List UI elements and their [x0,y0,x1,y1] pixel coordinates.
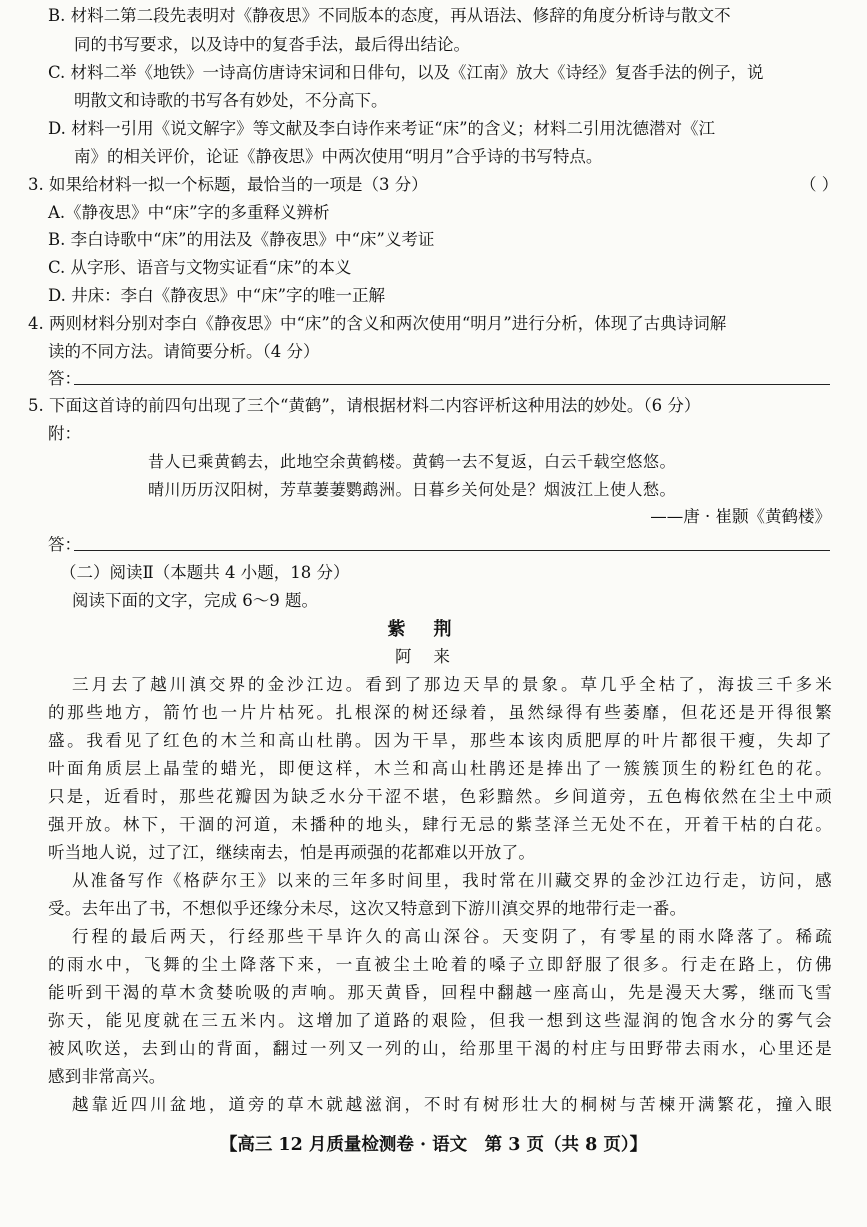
question-4-answer-line[interactable] [74,384,830,385]
paragraph-2-line: 从准备写作《格萨尔王》以来的三年多时间里，我时常在川藏交界的金沙江边行走，访问，感 [72,871,832,890]
question-3-option-a: A.《静夜思》中“床”字的多重释义辨析 [48,203,330,222]
paragraph-1-line: 盛。我看见了红色的木兰和高山杜鹃。因为干旱，那些本该肉质肥厚的叶片都很干瘦，失却了 [48,731,832,750]
paragraph-3-line: 感到非常高兴。 [48,1067,166,1086]
paragraph-1-line: 叶面角质层上晶莹的蜡光，即便这样，木兰和高山杜鹃还是捧出了一簇簇顶生的粉红色的花。 [48,759,832,778]
page-footer: 【高三 12 月质量检测卷 · 语文 第 3 页（共 8 页）】 [219,1135,648,1155]
paragraph-3-line: 的雨水中，飞舞的尘土降落下来，一直被尘土呛着的嗓子立即舒服了很多。行走在路上，仿佛 [48,955,832,974]
question-3-answer-paren[interactable]: （ ） [800,175,839,194]
question-4-answer-label: 答： [48,369,81,388]
paragraph-1-line: 强开放。林下，干涸的河道，未播种的地头，肆行无忌的紫茎泽兰无处不在，开着干枯的白花。 [48,815,832,834]
option-b-line2: 同的书写要求，以及诗中的复沓手法，最后得出结论。 [74,35,470,54]
option-c-line2: 明散文和诗歌的书写各有妙处，不分高下。 [74,91,388,110]
option-d-line1: D. 材料一引用《说文解字》等文献及李白诗作来考证“床”的含义；材料二引用沈德潜对《江 [48,119,716,138]
question-3-option-c: C. 从字形、语音与文物实证看“床”的本义 [48,258,352,277]
paragraph-3-line: 能听到干渴的草木贪婪吮吸的声响。那天黄昏，回程中翻越一座高山，先是漫天大雾，继而飞雪 [48,983,832,1002]
poem-line-2: 晴川历历汉阳树，芳草萋萋鹦鹉洲。日暮乡关何处是？烟波江上使人愁。 [148,480,677,499]
question-3-option-b: B. 李白诗歌中“床”的用法及《静夜思》中“床”义考证 [48,230,435,249]
paragraph-1-line: 三月去了越川滇交界的金沙江边。看到了那边天旱的景象。草几乎全枯了，海拔三千多米 [72,675,832,694]
question-5-stem: 5. 下面这首诗的前四句出现了三个“黄鹤”，请根据材料二内容评析这种用法的妙处。（6 分） [28,396,701,415]
question-4-stem-line2: 读的不同方法。请简要分析。（4 分） [48,342,320,361]
article-title: 紫荆 [387,619,480,640]
question-3-stem: 3. 如果给材料一拟一个标题，最恰当的一项是（3 分） [28,175,428,194]
paragraph-3-line: 行程的最后两天，行经那些干旱许久的高山深谷。天变阴了，有零星的雨水降落了。稀疏 [72,927,832,946]
paragraph-1-line: 只是，近看时，那些花瓣因为缺乏水分干涩不堪，色彩黯然。乡间道旁，五色梅依然在尘土中顽 [48,787,832,806]
paragraph-3-line: 被风吹送，去到山的背面，翻过一列又一列的山，给那里干渴的村庄与田野带去雨水，心里还是 [48,1039,832,1058]
article-author: 阿来 [395,647,472,666]
paragraph-4-line: 越靠近四川盆地，道旁的草木就越滋润，不时有树形壮大的桐树与苦楝开满繁花，撞入眼 [72,1095,832,1114]
option-b-line1: B. 材料二第二段先表明对《静夜思》不同版本的态度，再从语法、修辞的角度分析诗与散文不 [48,6,731,25]
option-c-line1: C. 材料二举《地铁》一诗高仿唐诗宋词和日俳句，以及《江南》放大《诗经》复沓手法的例子，说 [48,63,764,82]
paragraph-2-line: 受。去年出了书，不想似乎还缘分未尽，这次又特意到下游川滇交界的地带行走一番。 [48,899,687,918]
question-5-attach-label: 附： [48,424,81,443]
paragraph-3-line: 弥天，能见度就在三五米内。这增加了道路的艰险，但我一想到这些湿润的饱含水分的雾气会 [48,1011,832,1030]
section-instruction: 阅读下面的文字，完成 6～9 题。 [72,591,318,610]
poem-line-1: 昔人已乘黄鹤去，此地空余黄鹤楼。黄鹤一去不复返，白云千载空悠悠。 [148,452,677,471]
option-d-line2: 南》的相关评价，论证《静夜思》中两次使用“明月”合乎诗的书写特点。 [74,147,603,166]
paragraph-1-line: 听当地人说，过了江，继续南去，怕是再顽强的花都难以开放了。 [48,843,536,862]
poem-source: ——唐 · 崔颢《黄鹤楼》 [650,507,831,526]
question-3-option-d: D. 井床：李白《静夜思》中“床”字的唯一正解 [48,286,386,305]
question-5-answer-label: 答： [48,535,81,554]
question-4-stem-line1: 4. 两则材料分别对李白《静夜思》中“床”的含义和两次使用“明月”进行分析，体现了古典诗词解 [28,314,727,333]
paragraph-1-line: 的那些地方，箭竹也一片片枯死。扎根深的树还绿着，虽然绿得有些萎靡，但花还是开得很繁 [48,703,832,722]
section-heading: （二）阅读Ⅱ（本题共 4 小题，18 分） [60,563,350,582]
question-5-answer-line[interactable] [74,550,830,551]
